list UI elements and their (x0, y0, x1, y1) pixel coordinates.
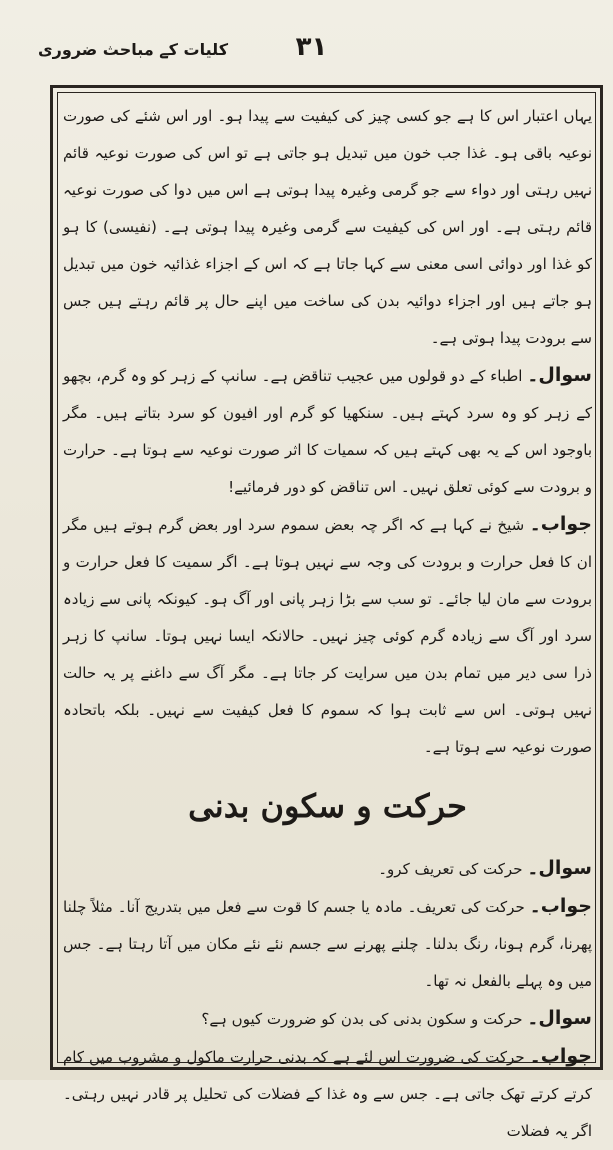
answer-label: جواب۔ (529, 895, 592, 917)
answer-text: شیخ نے کہا ہے کہ اگر چہ بعض سموم سرد اور بعض گرم ہوتے ہیں مگر ان کا فعل حرارت و برودت کی وجہ سے نہیں ہوتا ہے۔ اگر سمیت کا فعل حرارت و برودت سے مان لیا جائے۔ تو سب سے بڑا زہر پانی اور آگ ہو۔ کیونکہ پانی سے زیادہ سرد اور آگ سے زیادہ گرم کوئی چیز نہیں۔ حالانکہ ایسا نہیں ہوتا۔ سانپ کا زہر ذرا سی دیر میں تمام بدن میں سرایت کر جاتا ہے۔ مگر آگ سے داغنے پر یہ حالت نہیں ہوتی۔ اس سے ثابت ہوا کہ سموم کا فعل کیفیت سے نہیں۔ بلکہ باتحادہ صورت نوعیہ سے ہوتا ہے۔ (63, 516, 592, 756)
paragraph-1: یہاں اعتبار اس کا ہے جو کسی چیز کی کیفیت سے پیدا ہو۔ اور اس شئے کی صورت نوعیہ باقی ہو۔ غذا جب خون میں تبدیل ہو جاتی ہے تو اس کی صورت نوعیہ قائم نہیں رہتی اور دواء سے جو گرمی وغیرہ پیدا ہوتی ہے اس میں دوا کی صورت نوعیہ قائم رہتی ہے۔ اور اس کی کیفیت سے گرمی وغیرہ پیدا ہوتی ہے۔ (نفیسی) کا ہو کو غذا اور دوائی اسی معنی سے کہا جاتا ہے کہ اس کے اجزاء غذائیہ خون میں تبدیل ہو جاتے ہیں اور اجزاء دوائیہ بدن کی ساخت میں اپنے حال پر قائم رہتے ہیں جس سے برودت پیدا ہوتی ہے۔ (63, 107, 592, 347)
question-2 (63, 850, 592, 888)
question-text: حرکت کی تعریف کرو۔ (378, 860, 523, 878)
text-frame (50, 85, 603, 1140)
page-number: ٣١ (295, 32, 328, 62)
answer-1 (63, 506, 592, 766)
answer-3 (63, 1038, 592, 1150)
answer-label: جواب۔ (529, 1045, 592, 1067)
answer-text: حرکت کی تعریف۔ مادہ یا جسم کا قوت سے فعل میں بتدریج آنا۔ مثلاً چلنا پھرنا، گرم ہونا، رنگ بدلنا۔ چلنے پھرنے سے جسم نئے نئے مکان میں آتا رہتا ہے۔ جس میں وہ پہلے بالفعل نہ تھا۔ (63, 898, 592, 990)
question-text: اطباء کے دو قولوں میں عجیب تناقض ہے۔ سانپ کے زہر کو وہ گرم، بچھو کے زہر کو وہ سرد کہتے ہیں۔ سنکھیا کو گرم اور افیون کو سرد بتاتے ہیں۔ مگر باوجود اس کے یہ بھی کہتے ہیں کہ سمیات کا اثر صورت نوعیہ سے ہوتا ہے۔ حرارت و برودت سے کوئی تعلق نہیں۔ اس تناقض کو دور فرمائیے! (63, 367, 592, 496)
section-heading: حرکت و سکون بدنی (188, 787, 467, 825)
answer-2 (63, 888, 592, 1000)
answer-label: جواب۔ (529, 513, 592, 535)
running-title: کلیات کے مباحث ضروری (38, 40, 228, 59)
question-label: سوال۔ (527, 1007, 592, 1029)
question-text: حرکت و سکون بدنی کی بدن کو ضرورت کیوں ہے؟ (201, 1010, 523, 1028)
question-label: سوال۔ (527, 364, 592, 386)
page-header (30, 30, 593, 74)
question-3 (63, 1000, 592, 1038)
answer-text: حرکت کی ضرورت اس لئے ہے کہ بدنی حرارت ماکول و مشروب میں کام کرتے کرتے تھک جاتی ہے۔ جس سے وہ غذا کے فضلات کی تحلیل پر قادر نہیں رہتی۔ اگر یہ فضلات (63, 1048, 592, 1140)
question-label: سوال۔ (527, 857, 592, 879)
body-text (63, 98, 592, 1140)
question-1 (63, 357, 592, 506)
